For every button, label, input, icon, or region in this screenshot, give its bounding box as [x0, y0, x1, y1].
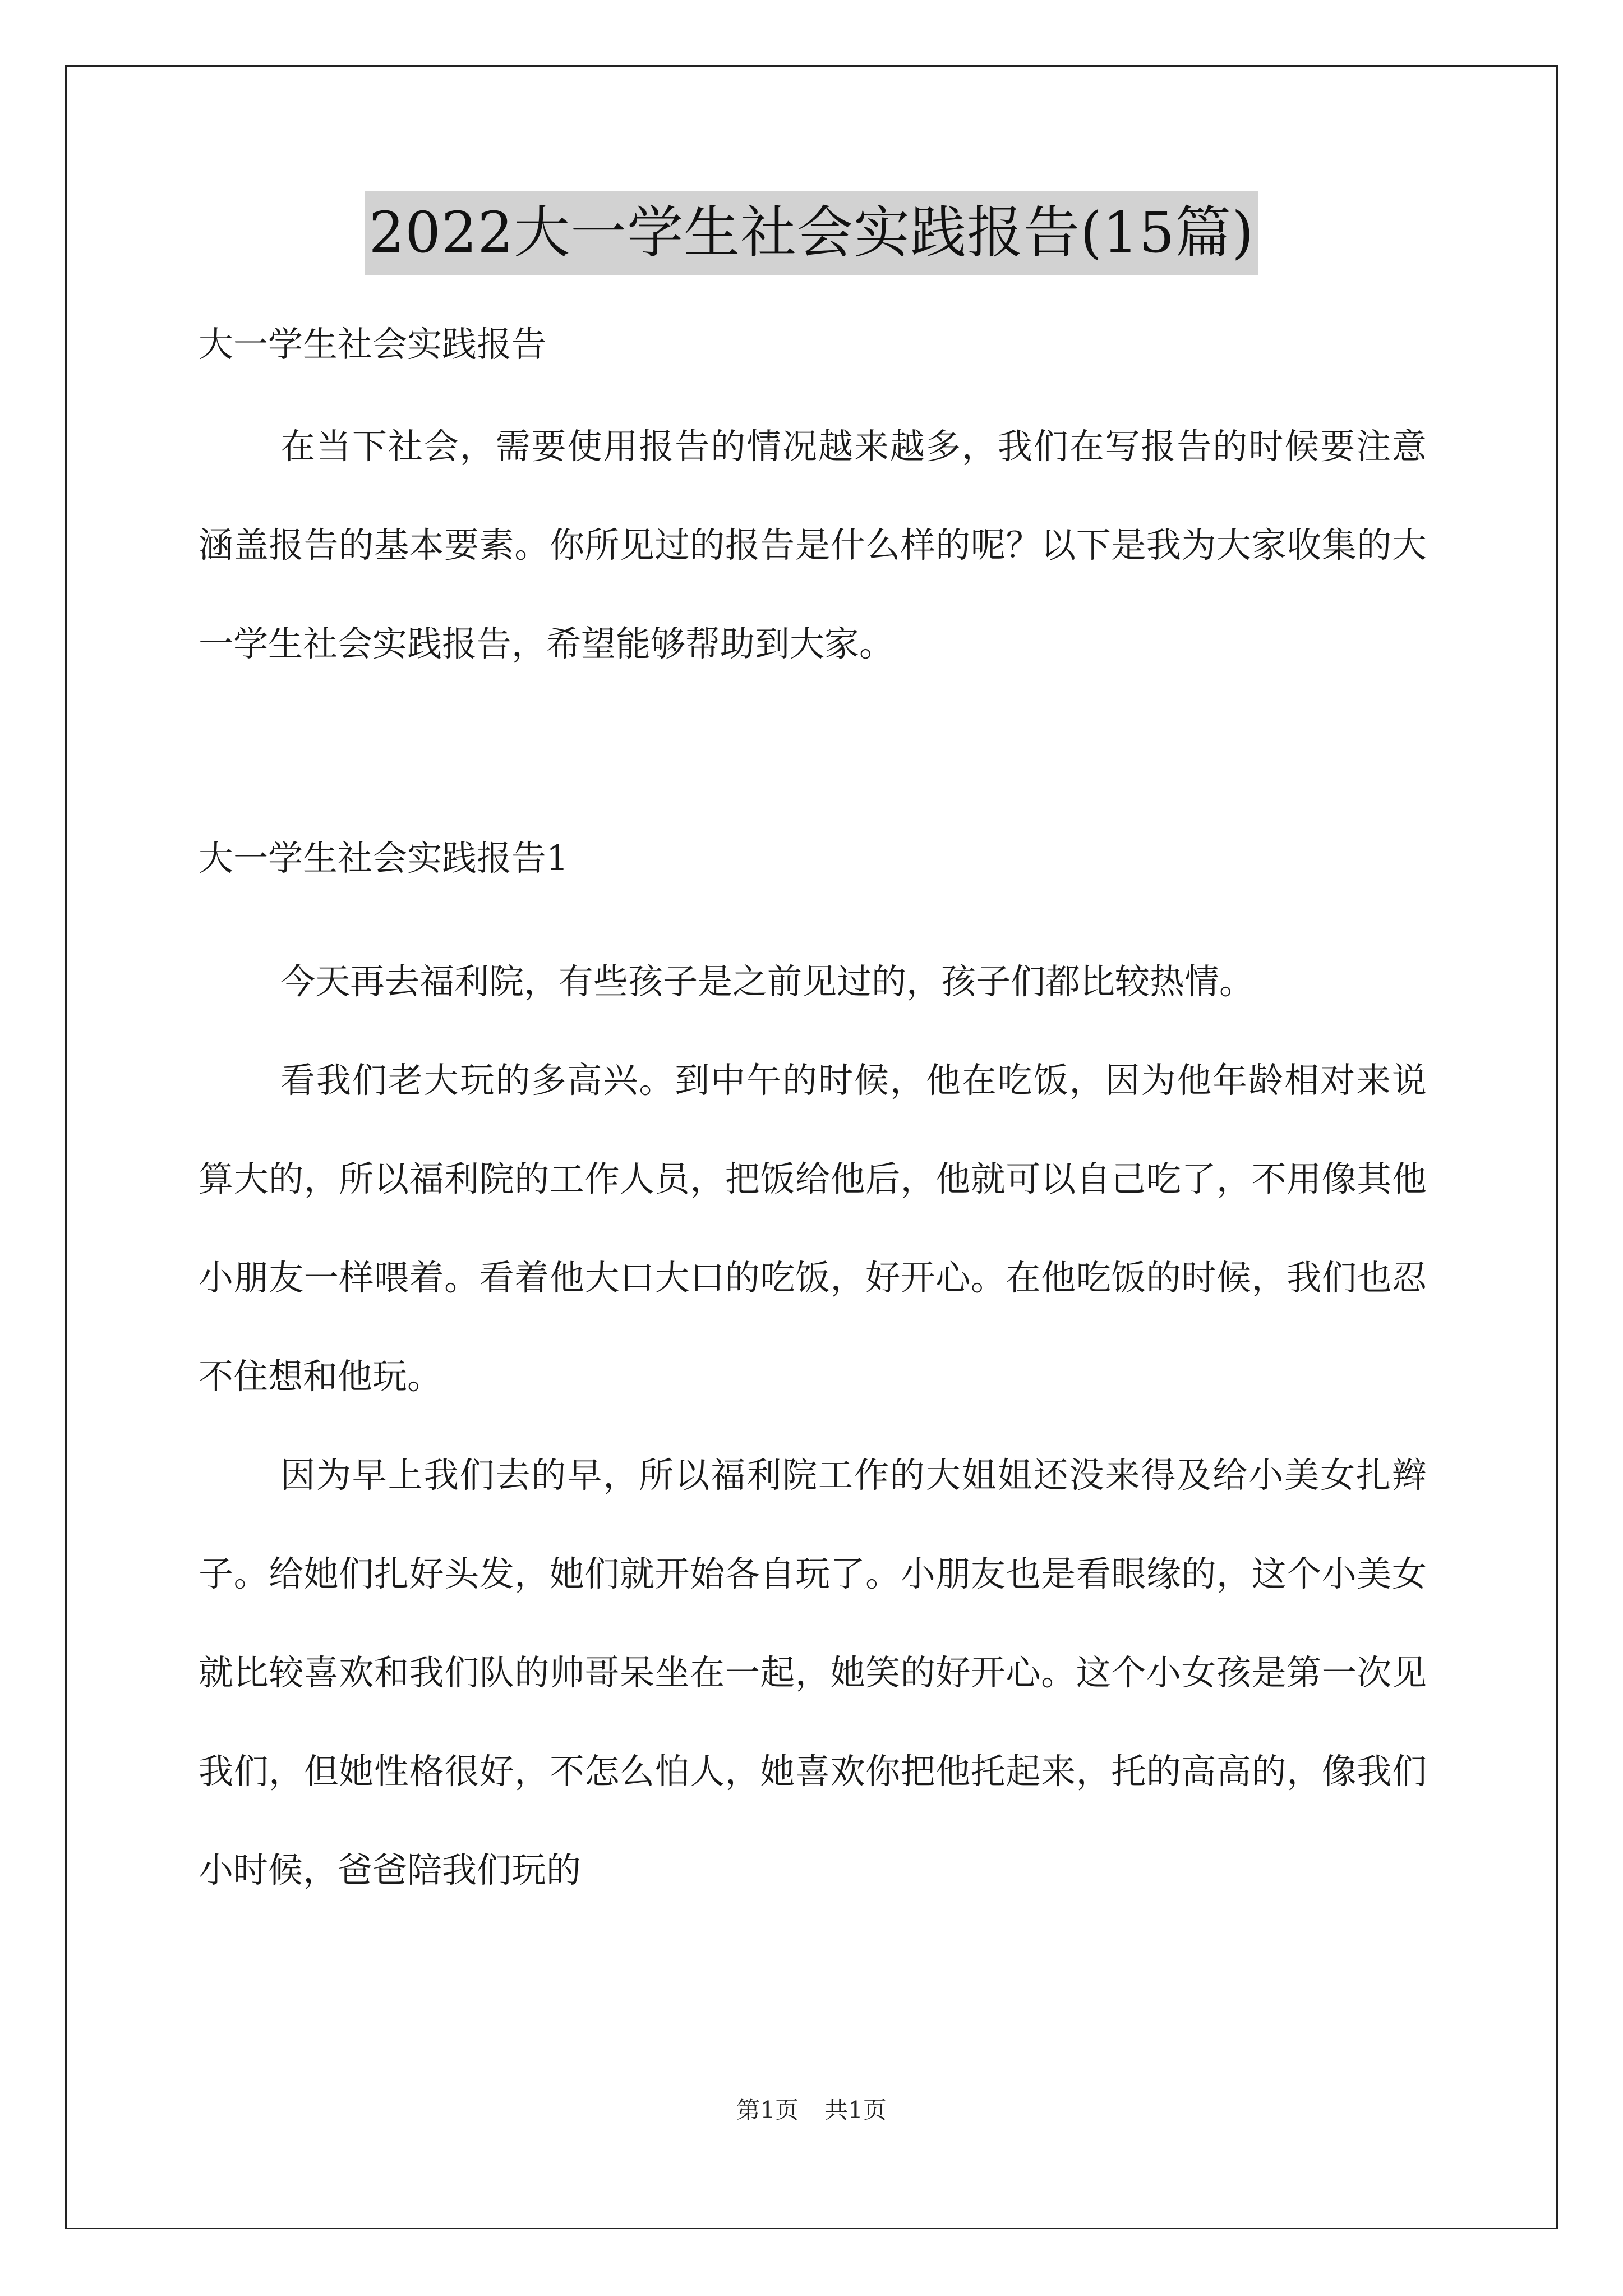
- document-title: 2022大一学生社会实践报告(15篇): [365, 191, 1259, 275]
- body-paragraph: 今天再去福利院，有些孩子是之前见过的，孩子们都比较热情。: [280, 961, 1255, 1002]
- page-total: 共1页: [824, 2096, 887, 2124]
- body-paragraph: 看我们老大玩的多高兴。到中午的时候，他在吃饭，因为他年龄相对来说算大的，所以福利院的工作人员，把饭给他后，他就可以自己吃了，不用像其他小朋友一样喂着。看着他大口大口的吃饭，好开心。在他吃饭的时候，我们也忍不住想和他玩。: [199, 1060, 1427, 1397]
- section-heading-intro: 大一学生社会实践报告: [199, 324, 547, 365]
- intro-paragraph: 在当下社会，需要使用报告的情况越来越多，我们在写报告的时候要注意涵盖报告的基本要素。你所见过的报告是什么样的呢？以下是我为大家收集的大一学生社会实践报告，希望能够帮助到大家。: [199, 426, 1427, 664]
- body-paragraph: 因为早上我们去的早，所以福利院工作的大姐姐还没来得及给小美女扎辫子。给她们扎好头发，她们就开始各自玩了。小朋友也是看眼缘的，这个小美女就比较喜欢和我们队的帅哥呆坐在一起，她笑的好开心。这个小女孩是第一次见我们，但她性格很好，不怎么怕人，她喜欢你把他托起来，托的高高的，像我们小时候，爸爸陪我们玩的: [199, 1455, 1427, 1890]
- document-body: [199, 316, 1427, 1920]
- page-footer: [0, 2093, 1623, 2127]
- section-heading-report-1: 大一学生社会实践报告1: [199, 838, 569, 878]
- page-number: 第1页: [736, 2096, 799, 2124]
- title-container: [0, 191, 1623, 275]
